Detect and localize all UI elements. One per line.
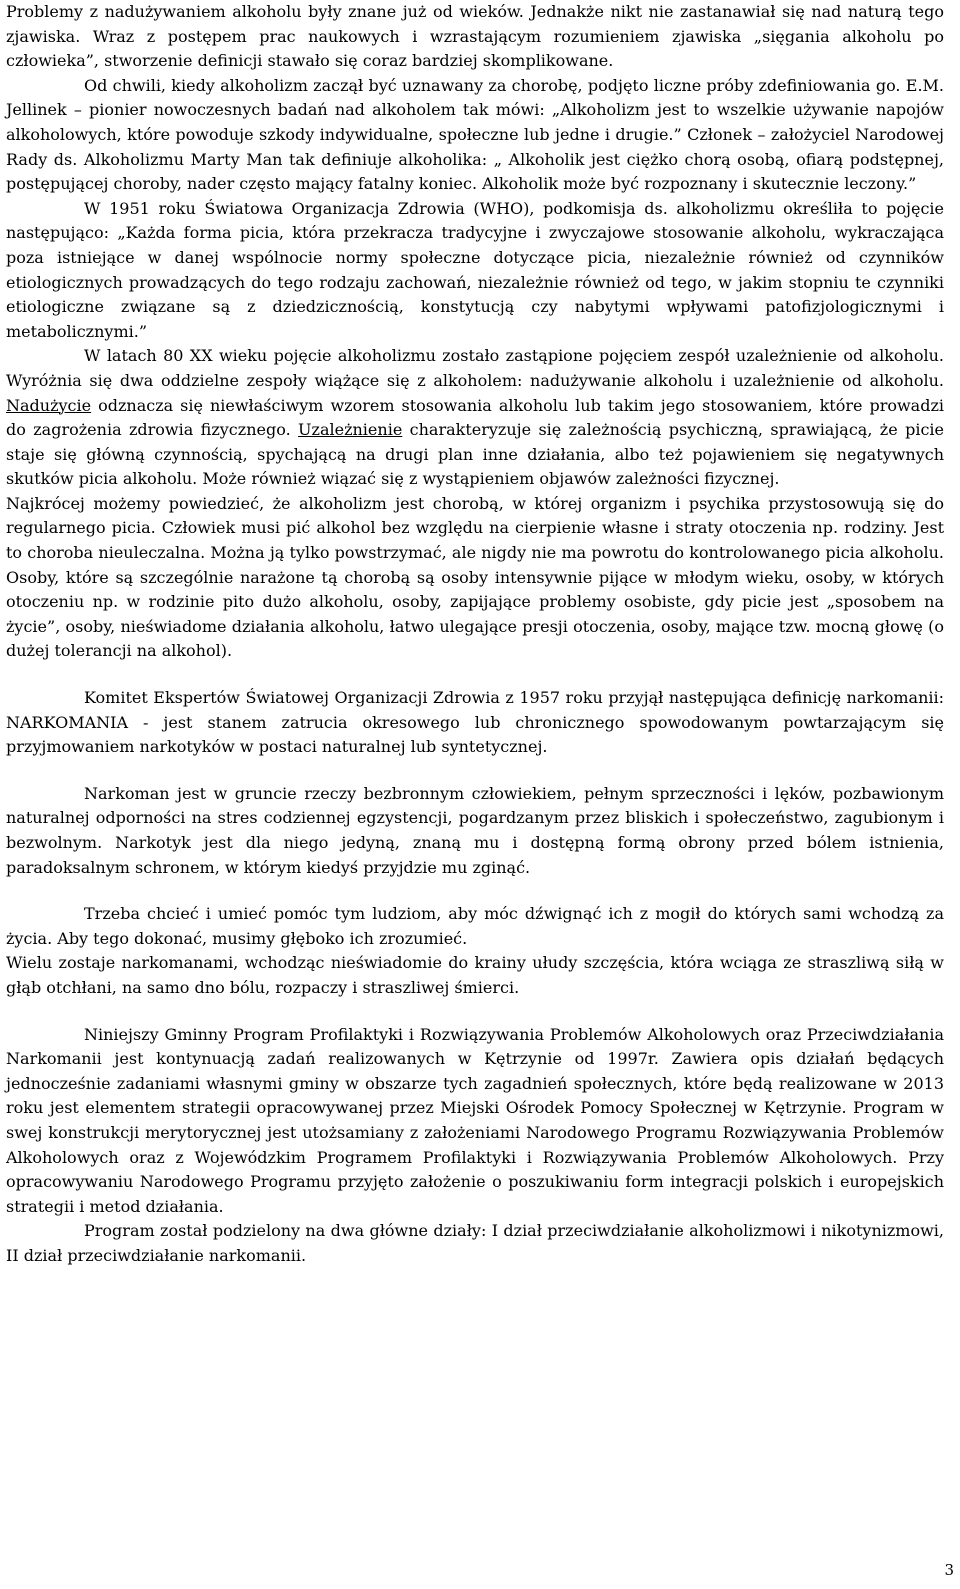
paragraph-alcoholism-summary: Najkrócej możemy powiedzieć, że alkoholizm jest chorobą, w której organizm i psychika przystosowują się do regularnego picia. Człowiek musi pić alkohol bez względu na cierpienie własne i straty otoczenia np. rodziny. Jest to choroba nieuleczalna. Można ją tylko powstrzymać, ale nigdy nie ma powrotu do kontrolowanego picia alkoholu. Osoby, które są szczególnie narażone tą chorobą są osoby intensywnie pijące w młodym wieku, osoby, w których otoczeniu np. w rodzinie pito dużo alkoholu, osoby, zapijające problemy osobiste, gdy picie jest „sposobem na życie”, osoby, nieświadome działania alkoholu, łatwo ulegające presji otoczenia, osoby, mające tzw. mocną głowę (o dużej tolerancji na alkohol). — [6, 493, 944, 661]
paragraph-help-addicts: Trzeba chcieć i umieć pomóc tym ludziom, aby móc dźwignąć ich z mogił do których sami wchodzą za życia. Aby tego dokonać, musimy głęboko ich zrozumieć. — [6, 904, 944, 948]
dependence-text-part-2: odznacza się niewłaściwym wzorem stosowania alkoholu lub takim jego stosowaniem, które prowadzi do zagrożenia zdrowia fizycznego. — [6, 395, 944, 440]
paragraph-alcohol-history: Problemy z nadużywaniem alkoholu były znane już od wieków. Jednakże nikt nie zastanawiał się nad naturą tego zjawiska. Wraz z postępem prac naukowych i wzrastającym rozumieniem zjawiska „sięgania alkoholu po człowieka”, stworzenie definicji stawało się coraz bardziej skomplikowane. — [6, 2, 944, 71]
paragraph-dependence-syndrome — [6, 344, 944, 492]
spacer — [6, 1001, 944, 1023]
paragraph-alcoholism-definitions: Od chwili, kiedy alkoholizm zaczął być uznawany za chorobę, podjęto liczne próby zdefiniowania go. E.M. Jellinek – pionier nowoczesnych badań nad alkoholem tak mówi: „Alkoholizm jest to wszelkie używanie napojów alkoholowych, które powoduje szkody indywidualne, społeczne lub jedne i drugie.” Członek – założyciel Narodowej Rady ds. Alkoholizmu Marty Man tak definiuje alkoholika: „ Alkoholik jest ciężko chorą osobą, ofiarą podstępnej, postępującej choroby, nader często mający fatalny koniec. Alkoholik może być rozpoznany i skutecznie leczony.” — [6, 75, 944, 194]
paragraph-program-description: Niniejszy Gminny Program Profilaktyki i Rozwiązywania Problemów Alkoholowych oraz Przeciwdziałania Narkomanii jest kontynuacją zadań realizowanych w Kętrzynie od 1997r. Zawiera opis działań będących jednocześnie zadaniami własnymi gminy w obszarze tych zagadnień społecznych, które będą realizowane w 2013 roku jest elementem strategii opracowywanej przez Miejski Ośrodek Pomocy Społecznej w Kętrzynie. Program w swej konstrukcji merytorycznej jest utożsamiany z założeniami Narodowego Programu Rozwiązywania Problemów Alkoholowych oraz z Wojewódzkim Programem Profilaktyki i Rozwiązywania Problemów Alkoholowych. Przy opracowywaniu Narodowego Programu przyjęto założenie o poszukiwaniu form integracji polskich i europejskich strategii i metod działania. — [6, 1024, 944, 1216]
spacer — [6, 760, 944, 782]
paragraph-drug-addict: Narkoman jest w gruncie rzeczy bezbronnym człowiekiem, pełnym sprzeczności i lęków, pozbawionym naturalnej odporności na stres codziennej egzystencji, pogardzanym przez bliskich i społeczeństwo, zagubionym i bezwolnym. Narkotyk jest dla niego jedyną, znaną mu i dostępną formą obrony przed bólem istnienia, paradoksalnym schronem, w którym kiedyś przyjdzie mu zginąć. — [6, 783, 944, 877]
page-number: 3 — [944, 1561, 954, 1579]
dependence-text-part-1: W latach 80 XX wieku pojęcie alkoholizmu zostało zastąpione pojęciem zespół uzależnienie od alkoholu. Wyróżnia się dwa oddzielne zespoły wiążące się z alkoholem: nadużywanie alkoholu i uzależnienie od alkoholu. — [6, 346, 944, 390]
spacer — [6, 664, 944, 686]
document-page — [6, 0, 944, 1269]
paragraph-who-1951-definition: W 1951 roku Światowa Organizacja Zdrowia (WHO), podkomisja ds. alkoholizmu określiła to pojęcie następująco: „Każda forma picia, która przekracza tradycyjne i zwyczajowe stosowanie alkoholu, wykraczająca poza istniejące w danej wspólnocie normy społeczne dotyczące picia, niezależnie również od czynników etiologicznych prowadzących do tego rodzaju zachowań, niezależnie również od tego, w jakim stopniu te czynniki etiologiczne związane są z dziedzicznością, konstytucją czy nabytymi wpływami patofizjologicznymi i metabolicznymi.” — [6, 198, 944, 341]
spacer — [6, 880, 944, 902]
paragraph-program-sections: Program został podzielony na dwa główne działy: I dział przeciwdziałanie alkoholizmowi i nikotynizmowi, II dział przeciwdziałanie narkomanii. — [6, 1221, 944, 1265]
term-abuse: Nadużycie — [6, 395, 92, 415]
dependence-text-part-3: charakteryzuje się zależnością psychiczną, sprawiającą, że picie staje się główną czynnością, spychającą na drugi plan inne działania, albo też pojawieniem się negatywnych skutków picia alkoholu. Może również wiązać się z wystąpieniem objawów zależności fizycznej. — [6, 420, 944, 489]
paragraph-drug-addiction-definition: Komitet Ekspertów Światowej Organizacji Zdrowia z 1957 roku przyjął następująca definicję narkomanii: NARKOMANIA - jest stanem zatrucia okresowego lub chronicznego spowodowanym powtarzającym się przyjmowaniem narkotyków w postaci naturalnej lub syntetycznej. — [6, 688, 944, 757]
paragraph-addiction-path: Wielu zostaje narkomanami, wchodząc nieświadomie do krainy ułudy szczęścia, która wciąga ze straszliwą siłą w głąb otchłani, na samo dno bólu, rozpaczy i straszliwej śmierci. — [6, 953, 944, 997]
term-dependence: Uzależnienie — [298, 420, 403, 440]
